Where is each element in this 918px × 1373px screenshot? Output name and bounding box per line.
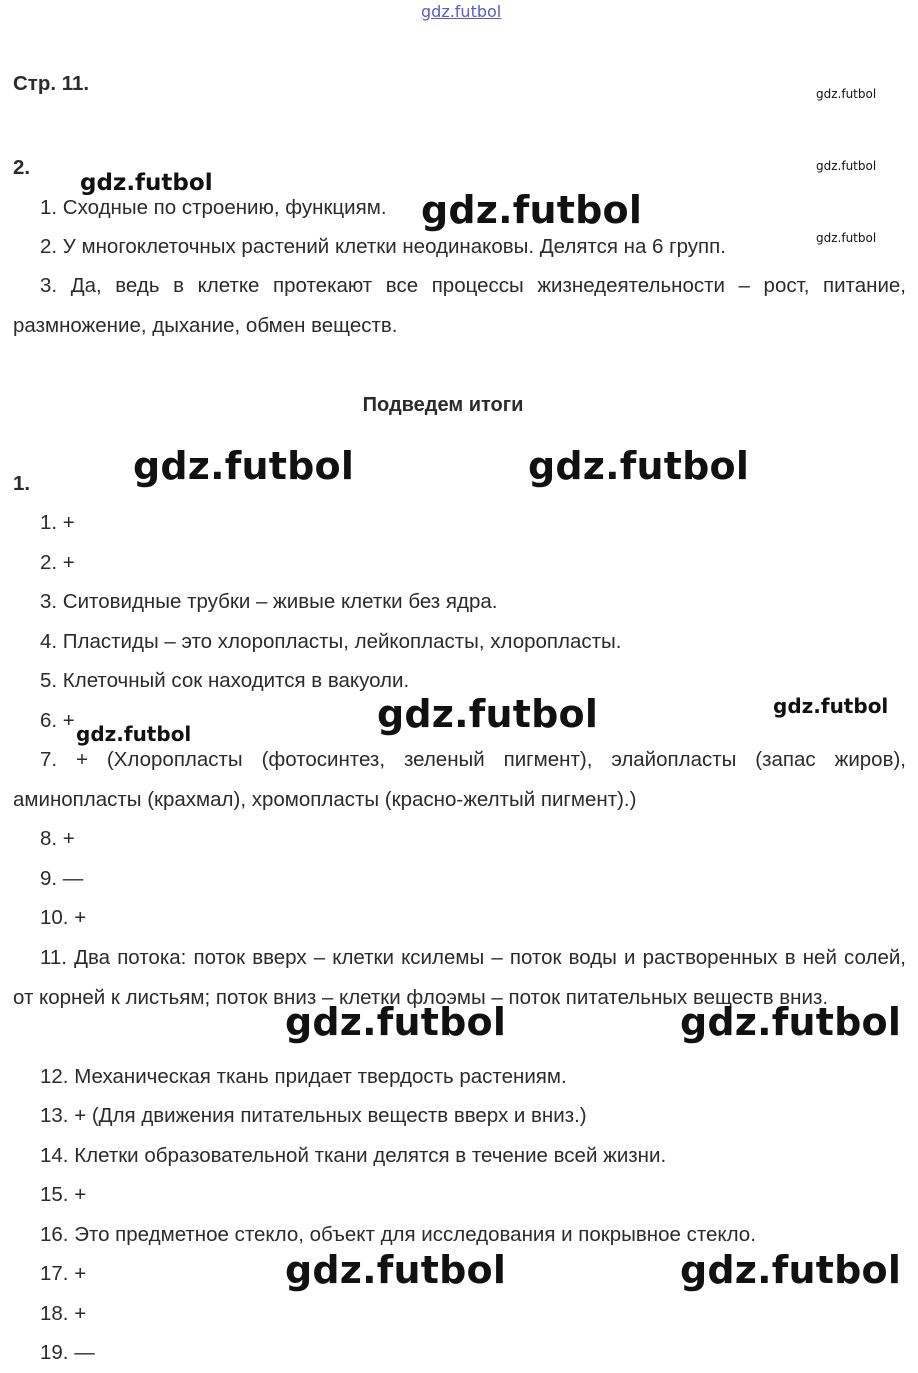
- answer-6: 6. +: [40, 709, 75, 732]
- answer-5: 5. Клеточный сок находится в вакуоли.: [40, 669, 410, 692]
- answer-7: 7. + (Хлоропласты (фотосинтез, зеленый пигмент), элайопласты (запас жиров), аминопласты (крахмал), хромопласты (красно-желтый пигмент).): [13, 748, 906, 811]
- summary-title: Подведем итоги: [362, 394, 524, 416]
- watermark-xl-7: gdz.futbol: [285, 1248, 507, 1292]
- watermark-xl-5: gdz.futbol: [285, 1000, 507, 1044]
- watermark-small-3: gdz.futbol: [816, 231, 877, 245]
- answer-15: 15. +: [40, 1183, 87, 1206]
- section-2-item-1: 1. Сходные по строению, функциям.: [40, 196, 387, 219]
- answer-2: 2. +: [40, 551, 75, 574]
- answer-8: 8. +: [40, 827, 75, 850]
- section-2-item-2: 2. У многоклеточных растений клетки неодинаковы. Делятся на 6 групп.: [40, 235, 726, 258]
- answer-13: 13. + (Для движения питательных веществ вверх и вниз.): [40, 1104, 587, 1127]
- section-2-item-3: 3. Да, ведь в клетке протекают все процессы жизнедеятельности – рост, питание, размножение, дыхание, обмен веществ.: [13, 274, 906, 337]
- answer-10: 10. +: [40, 906, 87, 929]
- answer-9: 9. —: [40, 867, 84, 890]
- answer-16: 16. Это предметное стекло, объект для исследования и покрывное стекло.: [40, 1223, 756, 1246]
- watermark-md-3: gdz.futbol: [76, 722, 192, 746]
- answer-17: 17. +: [40, 1262, 87, 1285]
- watermark-small-1: gdz.futbol: [816, 87, 877, 101]
- watermark-xl-6: gdz.futbol: [680, 1000, 902, 1044]
- answer-14: 14. Клетки образовательной ткани делятся в течение всей жизни.: [40, 1144, 667, 1167]
- answer-12: 12. Механическая ткань придает твердость растениям.: [40, 1065, 567, 1088]
- watermark-top: gdz.futbol: [421, 2, 502, 21]
- answer-19: 19. —: [40, 1341, 95, 1364]
- watermark-md-1: gdz.futbol: [80, 170, 213, 196]
- answer-11: 11. Два потока: поток вверх – клетки ксилемы – поток воды и растворенных в ней солей, от корней к листьям; поток вниз – клетки флоэмы – поток питательных веществ вниз.: [13, 946, 906, 1009]
- watermark-xl-2: gdz.futbol: [133, 444, 355, 488]
- answer-3: 3. Ситовидные трубки – живые клетки без ядра.: [40, 590, 498, 613]
- answer-18: 18. +: [40, 1302, 87, 1325]
- page-heading: Стр. 11.: [13, 72, 90, 95]
- watermark-xl-1: gdz.futbol: [421, 188, 643, 232]
- section-2-number: 2.: [13, 156, 31, 179]
- answer-4: 4. Пластиды – это хлоропласты, лейкопласты, хлоропласты.: [40, 630, 622, 653]
- watermark-xl-8: gdz.futbol: [680, 1248, 902, 1292]
- watermark-small-2: gdz.futbol: [816, 159, 877, 173]
- watermark-xl-4: gdz.futbol: [377, 692, 599, 736]
- watermark-xl-3: gdz.futbol: [528, 444, 750, 488]
- section-1-number: 1.: [13, 472, 31, 495]
- answer-1: 1. +: [40, 511, 75, 534]
- watermark-md-2: gdz.futbol: [773, 694, 889, 718]
